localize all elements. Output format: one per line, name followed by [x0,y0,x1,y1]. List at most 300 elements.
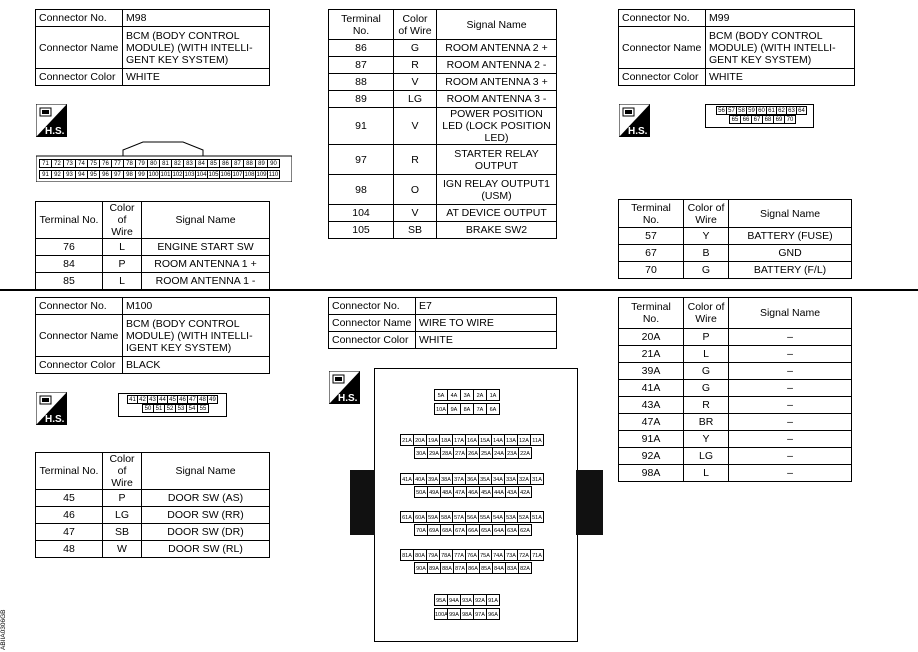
pin: 62A [518,524,532,536]
pin: 10A [434,403,448,415]
pin: 80A [413,549,427,561]
pin: 61 [766,106,777,115]
pin: 18A [439,434,453,446]
pin: 13A [504,434,518,446]
pin: 38A [439,473,453,485]
pin: 85A [479,562,493,574]
pin: 79 [135,159,148,168]
color-cell: G [684,363,729,380]
pin: 39A [426,473,440,485]
m98-pins-bottom [40,170,280,179]
pin: 99 [135,170,148,179]
pin: 60 [756,106,767,115]
pin: 58 [736,106,747,115]
label: Connector Name [329,315,416,332]
label: Connector Color [619,69,706,86]
pin: 94A [447,594,461,606]
table-row [36,256,270,273]
signal-cell: POWER POSITION LED (LOCK POSITION LED) [437,108,557,145]
pin: 66 [740,115,752,124]
terminal-cell: 105 [329,222,394,239]
signal-cell: – [729,329,852,346]
pin: 69A [427,524,441,536]
pin: 95 [87,170,100,179]
pin: 34A [491,473,505,485]
pin: 109 [256,172,267,178]
header-signal: Signal Name [729,298,852,329]
pin: 105 [208,172,219,178]
label: Connector No. [36,10,123,27]
pin: 65A [479,524,493,536]
terminal-cell: 97 [329,145,394,175]
color-cell: L [684,346,729,363]
terminal-cell: 46 [36,507,103,524]
pin: 83A [505,562,519,574]
signal-cell: – [729,431,852,448]
pin: 28A [440,447,454,459]
signal-cell: BRAKE SW2 [437,222,557,239]
table-row [619,262,852,279]
label: Connector No. [36,298,123,315]
table-row [36,541,270,558]
color-cell: LG [103,507,142,524]
color-cell: P [684,329,729,346]
pin: 90A [414,562,428,574]
terminal-cell: 84 [36,256,103,273]
pin: 71A [530,549,544,561]
color-cell: G [684,380,729,397]
table-row [619,346,852,363]
signal-cell: ROOM ANTENNA 1 + [142,256,270,273]
pin-row [435,389,500,401]
m99-pins-bottom [730,115,796,124]
table-row [329,91,557,108]
pin: 77 [111,159,124,168]
pin: 90 [267,159,280,168]
color-cell: LG [394,91,437,108]
table-row [36,507,270,524]
pin: 36A [465,473,479,485]
pin: 101 [160,172,171,178]
pin: 75 [87,159,100,168]
pin: 84A [492,562,506,574]
pin: 5A [434,389,448,401]
pin: 88A [440,562,454,574]
table-row [619,245,852,262]
signal-cell: – [729,414,852,431]
pin: 93A [460,594,474,606]
table-row [619,228,852,245]
terminal-cell: 70 [619,262,684,279]
signal-cell: – [729,448,852,465]
pin: 12A [517,434,531,446]
pin: 6A [486,403,500,415]
table-row [329,57,557,74]
pin: 32A [517,473,531,485]
pin: 73A [504,549,518,561]
terminal-cell: 88 [329,74,394,91]
pin: 78 [123,159,136,168]
signal-cell: ROOM ANTENNA 1 - [142,273,270,290]
pin: 92 [51,170,64,179]
pin: 58A [439,511,453,523]
m100-connector-info [35,297,270,374]
table-row [329,108,557,145]
signal-cell: ENGINE START SW [142,239,270,256]
pin: 35A [478,473,492,485]
color-cell: G [394,40,437,57]
terminal-cell: 91A [619,431,684,448]
pin: 83 [183,159,196,168]
label: Connector Name [619,27,706,69]
terminal-cell: 47 [36,524,103,541]
pin: 72A [517,549,531,561]
header-signal: Signal Name [437,10,557,40]
value: M99 [706,10,855,27]
table-row [619,380,852,397]
signal-cell: ROOM ANTENNA 3 + [437,74,557,91]
pin: 24A [492,447,506,459]
signal-cell: ROOM ANTENNA 3 - [437,91,557,108]
terminal-cell: 89 [329,91,394,108]
pin-row [435,594,500,606]
terminal-cell: 20A [619,329,684,346]
pin: 60A [413,511,427,523]
terminal-cell: 85 [36,273,103,290]
signal-cell: – [729,363,852,380]
pin: 100 [148,172,159,178]
color-cell: B [684,245,729,262]
svg-text:H.S.: H.S. [45,126,65,137]
terminal-cell: 67 [619,245,684,262]
table-row [619,465,852,482]
terminal-cell: 21A [619,346,684,363]
pin: 78A [439,549,453,561]
m100-pins-bottom [143,404,209,413]
header-color: Color of Wire [684,200,729,228]
pin: 46 [177,395,188,404]
pin: 70 [784,115,796,124]
svg-text:H.S.: H.S. [45,414,65,425]
pin: 106 [220,172,231,178]
pin: 9A [447,403,461,415]
terminal-cell: 39A [619,363,684,380]
pin-row [401,473,544,485]
table-row [329,175,557,205]
table-row [619,363,852,380]
value: E7 [416,298,557,315]
svg-text:H.S.: H.S. [628,126,648,137]
pin: 17A [452,434,466,446]
value: WIRE TO WIRE [416,315,557,332]
table-row [619,329,852,346]
header-terminal: Terminal No. [36,202,103,239]
value: M98 [123,10,270,27]
color-cell: V [394,108,437,145]
value: M100 [123,298,270,315]
pin: 96A [486,608,500,620]
terminal-cell: 76 [36,239,103,256]
color-cell: P [103,490,142,507]
pin: 26A [466,447,480,459]
header-signal: Signal Name [142,453,270,490]
pin: 45A [479,486,493,498]
table-row [619,414,852,431]
section-divider [0,289,918,291]
pin: 67A [453,524,467,536]
pin: 85 [207,159,220,168]
color-cell: L [103,273,142,290]
pin: 52 [164,404,176,413]
svg-text:H.S.: H.S. [338,393,358,404]
table-row [619,397,852,414]
pin: 44A [492,486,506,498]
signal-cell: BATTERY (F/L) [729,262,852,279]
signal-cell: – [729,380,852,397]
label: Connector Color [36,69,123,86]
pin: 98 [123,170,136,179]
pin: 68A [440,524,454,536]
pin: 82A [518,562,532,574]
pin: 42A [518,486,532,498]
color-cell: R [394,145,437,175]
header-terminal: Terminal No. [619,298,684,329]
pin: 4A [447,389,461,401]
value: BCM (BODY CONTROL MODULE) (WITH INTELLI-GENT KEY SYSTEM) [123,27,270,69]
table-row [619,448,852,465]
pin: 92A [473,594,487,606]
pin: 40A [413,473,427,485]
pin: 42 [137,395,148,404]
pin: 97 [111,170,124,179]
pin: 11A [530,434,544,446]
terminal-cell: 45 [36,490,103,507]
pin: 3A [460,389,474,401]
terminal-cell: 98 [329,175,394,205]
header-terminal: Terminal No. [36,453,103,490]
terminal-cell: 91 [329,108,394,145]
m100-terminal-table [35,452,270,558]
pin: 81 [159,159,172,168]
terminal-cell: 43A [619,397,684,414]
pin: 77A [452,549,466,561]
pin: 49A [427,486,441,498]
signal-cell: DOOR SW (RR) [142,507,270,524]
signal-cell: DOOR SW (DR) [142,524,270,541]
pin: 96 [99,170,112,179]
pin: 55 [197,404,209,413]
color-cell: G [684,262,729,279]
signal-cell: DOOR SW (RL) [142,541,270,558]
pin: 65 [729,115,741,124]
pin: 99A [447,608,461,620]
pin: 70A [414,524,428,536]
hs-icon [36,392,67,425]
color-cell: LG [684,448,729,465]
pin-row [415,562,532,574]
pin: 52A [517,511,531,523]
table-row [619,431,852,448]
pin: 53A [504,511,518,523]
pin: 87 [231,159,244,168]
color-cell: R [394,57,437,74]
terminal-cell: 41A [619,380,684,397]
color-cell: R [684,397,729,414]
pin: 94 [75,170,88,179]
pin: 98A [460,608,474,620]
header-signal: Signal Name [142,202,270,239]
pin: 1A [486,389,500,401]
pin: 63 [786,106,797,115]
m99-connector-info [618,9,855,86]
m98-pins-top [40,159,280,168]
pin: 56 [716,106,727,115]
pin: 75A [478,549,492,561]
pin: 43 [147,395,158,404]
pin: 55A [478,511,492,523]
pin: 86A [466,562,480,574]
hs-icon [36,104,67,137]
label: Connector No. [619,10,706,27]
pin: 48A [440,486,454,498]
pin: 20A [413,434,427,446]
signal-cell: – [729,397,852,414]
label: Connector Name [36,27,123,69]
e7-latch-right [576,470,603,535]
pin: 54 [186,404,198,413]
color-cell: SB [394,222,437,239]
pin: 64A [492,524,506,536]
table-row [329,74,557,91]
header-color: Color of Wire [103,453,142,490]
pin-row [401,511,544,523]
color-cell: SB [103,524,142,541]
header-terminal: Terminal No. [619,200,684,228]
pin: 86 [219,159,232,168]
terminal-cell: 86 [329,40,394,57]
pin: 74 [75,159,88,168]
pin: 71 [39,159,52,168]
m99-pins-top [717,106,807,115]
pin: 31A [530,473,544,485]
pin: 54A [491,511,505,523]
table-row [36,239,270,256]
pin-row [415,486,532,498]
value: WHITE [416,332,557,349]
e7-latch-left [350,470,375,535]
pin-row [435,403,500,415]
signal-cell: ROOM ANTENNA 2 + [437,40,557,57]
pin: 2A [473,389,487,401]
terminal-cell: 104 [329,205,394,222]
header-color: Color of Wire [103,202,142,239]
pin: 53 [175,404,187,413]
pin: 21A [400,434,414,446]
e7-terminal-table [618,297,852,482]
pin: 29A [427,447,441,459]
pin: 91A [486,594,500,606]
pin: 97A [473,608,487,620]
signal-cell: – [729,465,852,482]
m98-terminal-table-2 [328,9,557,239]
pin: 57A [452,511,466,523]
pin-row [415,447,532,459]
pin: 81A [400,549,414,561]
pin: 44 [157,395,168,404]
signal-cell: BATTERY (FUSE) [729,228,852,245]
value: BCM (BODY CONTROL MODULE) (WITH INTELLI-IGENT KEY SYSTEM) [123,315,270,357]
pin: 47 [187,395,198,404]
table-row [36,524,270,541]
terminal-cell: 92A [619,448,684,465]
pin: 41A [400,473,414,485]
pin: 110 [268,172,279,178]
value: WHITE [706,69,855,86]
label: Connector No. [329,298,416,315]
color-cell: O [394,175,437,205]
color-cell: Y [684,431,729,448]
pin-row [401,549,544,561]
pin: 61A [400,511,414,523]
pin: 23A [505,447,519,459]
color-cell: Y [684,228,729,245]
m99-terminal-table [618,199,852,279]
pin: 88 [243,159,256,168]
color-cell: W [103,541,142,558]
pin: 89A [427,562,441,574]
e7-connector-info [328,297,557,349]
pin: 27A [453,447,467,459]
pin: 56A [465,511,479,523]
table-row [36,273,270,290]
pin: 37A [452,473,466,485]
color-cell: L [684,465,729,482]
pin: 15A [478,434,492,446]
header-terminal: Terminal No. [329,10,394,40]
label: Connector Color [329,332,416,349]
pin: 63A [505,524,519,536]
table-row [36,490,270,507]
pin: 49 [207,395,218,404]
signal-cell: GND [729,245,852,262]
label: Connector Color [36,357,123,374]
signal-cell: – [729,346,852,363]
value: BCM (BODY CONTROL MODULE) (WITH INTELLI-GENT KEY SYSTEM) [706,27,855,69]
pin: 108 [244,172,255,178]
pin: 64 [796,106,807,115]
pin: 48 [197,395,208,404]
pin: 33A [504,473,518,485]
signal-cell: ROOM ANTENNA 2 - [437,57,557,74]
value: BLACK [123,357,270,374]
table-row [329,40,557,57]
pin-row [435,608,500,620]
color-cell: V [394,205,437,222]
header-color: Color of Wire [394,10,437,40]
terminal-cell: 48 [36,541,103,558]
color-cell: V [394,74,437,91]
color-cell: L [103,239,142,256]
pin: 84 [195,159,208,168]
pin: 47A [453,486,467,498]
pin: 8A [460,403,474,415]
pin: 14A [491,434,505,446]
pin: 107 [232,172,243,178]
figure-code: ABIIA0306GB [0,609,7,650]
table-row [329,222,557,239]
pin: 95A [434,594,448,606]
pin: 102 [172,172,183,178]
